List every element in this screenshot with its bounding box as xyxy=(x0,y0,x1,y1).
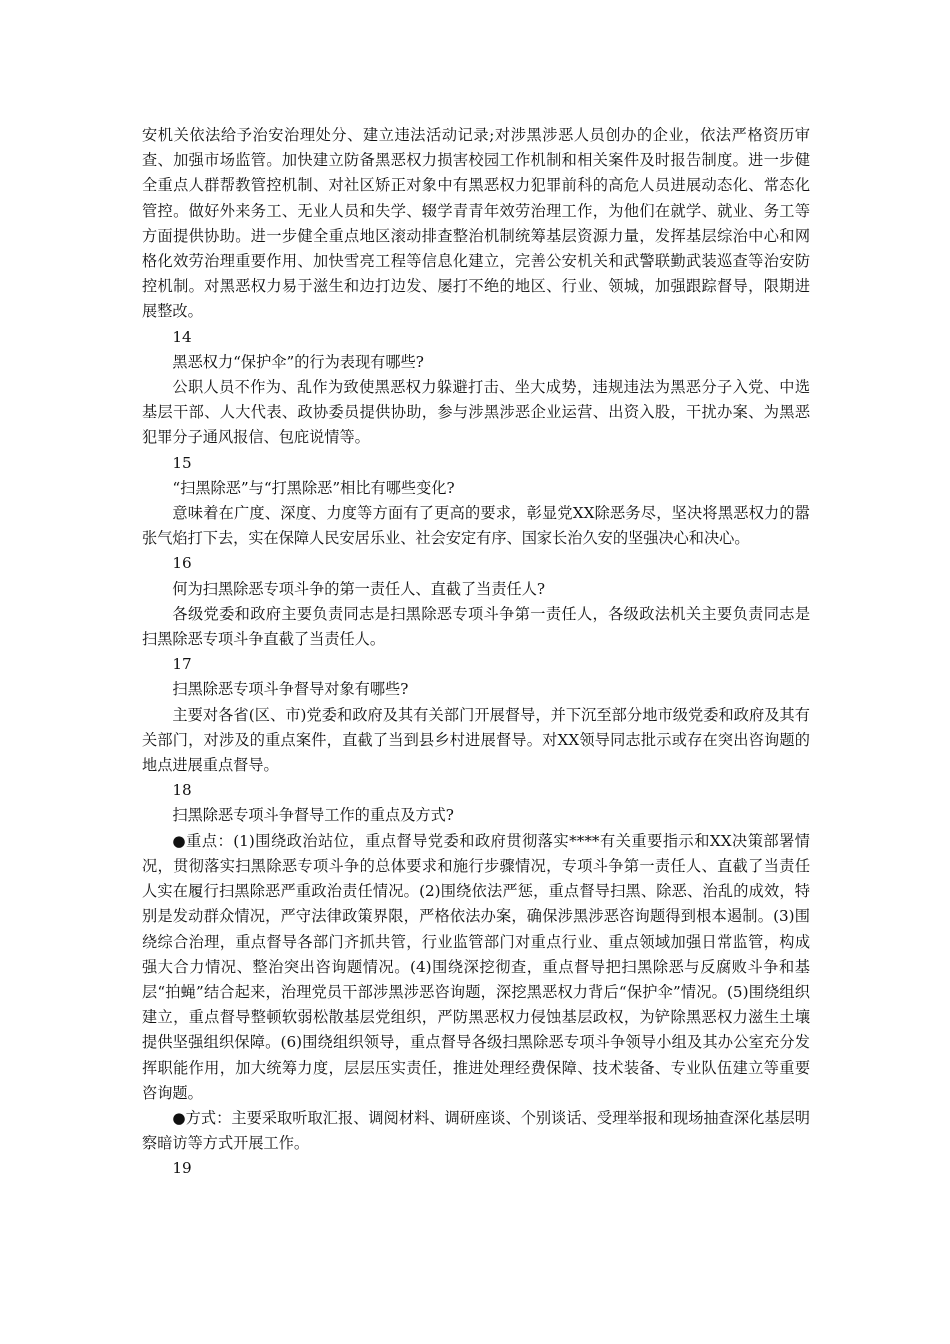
item-number: 19 xyxy=(172,1159,192,1178)
body-paragraph: 各级党委和政府主要负责同志是扫黑除恶专项斗争第一责任人，各级政法机关主要负责同志是扫黑除恶专项斗争直截了当责任人。 xyxy=(142,604,810,649)
body-paragraph: ●方式：主要采取听取汇报、调阅材料、调研座谈、个别谈话、受理举报和现场抽查深化基层明察暗访等方式开展工作。 xyxy=(142,1108,810,1153)
question-heading: 何为扫黑除恶专项斗争的第一责任人、直截了当责任人? xyxy=(172,579,546,598)
body-paragraph: 意味着在广度、深度、力度等方面有了更高的要求，彰显党XX除恶务尽，坚决将黑恶权力的嚣张气焰打下去，实在保障人民安居乐业、社会安定有序、国家长治久安的坚强决心和决心。 xyxy=(142,504,810,548)
body-paragraph: 主要对各省(区、市)党委和政府及其有关部门开展督导，并下沉至部分地市级党委和政府及其有关部门，对涉及的重点案件，直截了当到县乡村进展督导。对XX领导同志批示或存在突出咨询题的地点进展重点督导。 xyxy=(142,705,810,775)
item-number: 14 xyxy=(172,327,192,346)
item-number: 15 xyxy=(172,453,192,472)
document-body xyxy=(142,123,810,1182)
body-paragraph: ●重点：(1)围绕政治站位，重点督导党委和政府贯彻落实****有关重要指示和XX决策部署情况，贯彻落实扫黑除恶专项斗争的总体要求和施行步骤情况，专项斗争第一责任人、直截了当责任人实在履行扫黑除恶严重政治责任情况。(2)围绕依法严惩，重点督导扫黑、除恶、治乱的成效，特别是发动群众情况，严守法律政策界限，严格依法办案，确保涉黑涉恶咨询题得到根本遏制。(3)围绕综合治理，重点督导各部门齐抓共管，行业监管部门对重点行业、重点领域加强日常监管，构成强大合力情况、整治突出咨询题情况。(4)围绕深挖彻查，重点督导把扫黑除恶与反腐败斗争和基层“拍蝇”结合起来，治理党员干部涉黑涉恶咨询题，深挖黑恶权力背后“保护伞”情况。(5)围绕组织建立，重点督导整顿软弱松散基层党组织，严防黑恶权力侵蚀基层政权，为铲除黑恶权力滋生土壤提供坚强组织保障。(6)围绕组织领导，重点督导各级扫黑除恶专项斗争领导小组及其办公室充分发挥职能作用，加大统筹力度，层层压实责任，推进处理经费保障、技术装备、专业队伍建立等重要咨询题。 xyxy=(142,831,810,1102)
item-number: 17 xyxy=(172,655,192,674)
item-number: 18 xyxy=(172,781,192,800)
body-paragraph: 安机关依法给予治安治理处分、建立违法活动记录;对涉黑涉恶人员创办的企业，依法严格资历审查、加强市场监管。加快建立防备黑恶权力损害校园工作机制和相关案件及时报告制度。进一步健全重点人群帮教管控机制、对社区矫正对象中有黑恶权力犯罪前科的高危人员进展动态化、常态化管控。做好外来务工、无业人员和失学、辍学青青年效劳治理工作，为他们在就学、就业、务工等方面提供协助。进一步健全重点地区滚动排查整治机制统筹基层资源力量，发挥基层综治中心和网格化效劳治理重要作用、加快雪亮工程等信息化建立，完善公安机关和武警联勤武装巡查等治安防控机制。对黑恶权力易于滋生和边打边发、屡打不绝的地区、行业、领城，加强跟踪督导，限期进展整改。 xyxy=(142,126,810,321)
body-paragraph: 公职人员不作为、乱作为致使黑恶权力躲避打击、坐大成势，违规违法为黑恶分子入党、中选基层干部、人大代表、政协委员提供协助，参与涉黑涉恶企业运营、出资入股，干扰办案、为黑恶犯罪分子通风报信、包庇说情等。 xyxy=(142,378,810,447)
question-heading: 黑恶权力“保护伞”的行为表现有哪些? xyxy=(172,352,424,371)
question-heading: 扫黑除恶专项斗争督导工作的重点及方式? xyxy=(172,806,454,825)
question-heading: 扫黑除恶专项斗争督导对象有哪些? xyxy=(172,680,409,699)
item-number: 16 xyxy=(172,554,192,573)
question-heading: “扫黑除恶”与“打黑除恶”相比有哪些变化? xyxy=(172,478,455,497)
